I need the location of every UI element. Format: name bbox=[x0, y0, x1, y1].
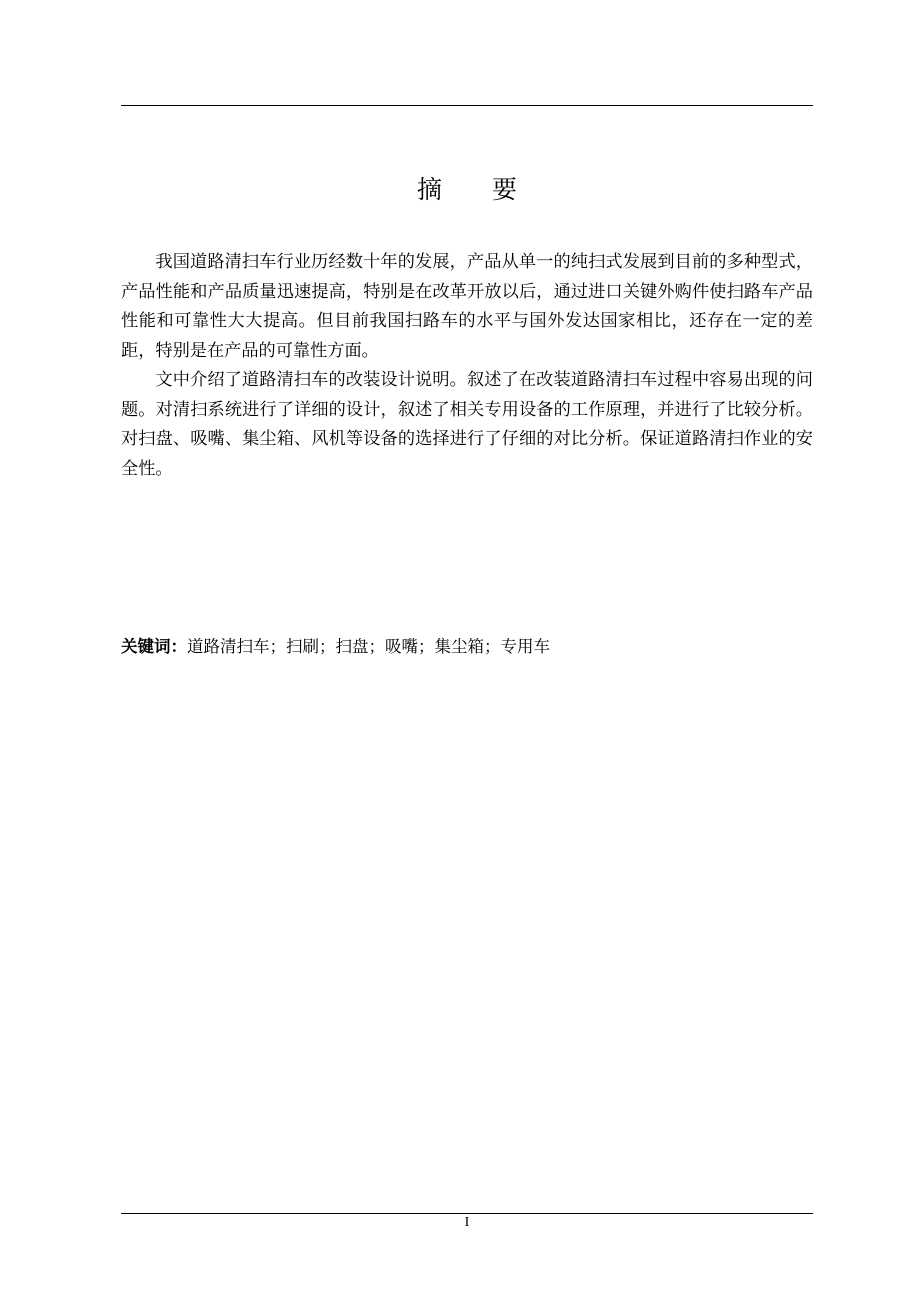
title-char-1: 摘 bbox=[416, 175, 442, 204]
keywords-line bbox=[121, 633, 813, 661]
title-char-2: 要 bbox=[492, 175, 518, 204]
keywords-label: 关键词： bbox=[121, 637, 187, 656]
header-rule bbox=[121, 105, 813, 106]
abstract-paragraph-2: 文中介绍了道路清扫车的改装设计说明。叙述了在改装道路清扫车过程中容易出现的问题。对清扫系统进行了详细的设计，叙述了相关专用设备的工作原理，并进行了比较分析。对扫盘、吸嘴、集尘箱、风机等设备的选择进行了仔细的对比分析。保证道路清扫作业的安全性。 bbox=[121, 370, 813, 479]
abstract-body bbox=[121, 248, 813, 484]
page-number: I bbox=[464, 1215, 470, 1230]
keywords-value: 道路清扫车；扫刷；扫盘；吸嘴；集尘箱；专用车 bbox=[187, 637, 550, 656]
abstract-paragraph-1: 我国道路清扫车行业历经数十年的发展，产品从单一的纯扫式发展到目前的多种型式，产品性能和产品质量迅速提高，特别是在改革开放以后，通过进口关键外购件使扫路车产品性能和可靠性大大提高。但目前我国扫路车的水平与国外发达国家相比，还存在一定的差距，特别是在产品的可靠性方面。 bbox=[121, 252, 813, 361]
abstract-title bbox=[121, 170, 813, 210]
